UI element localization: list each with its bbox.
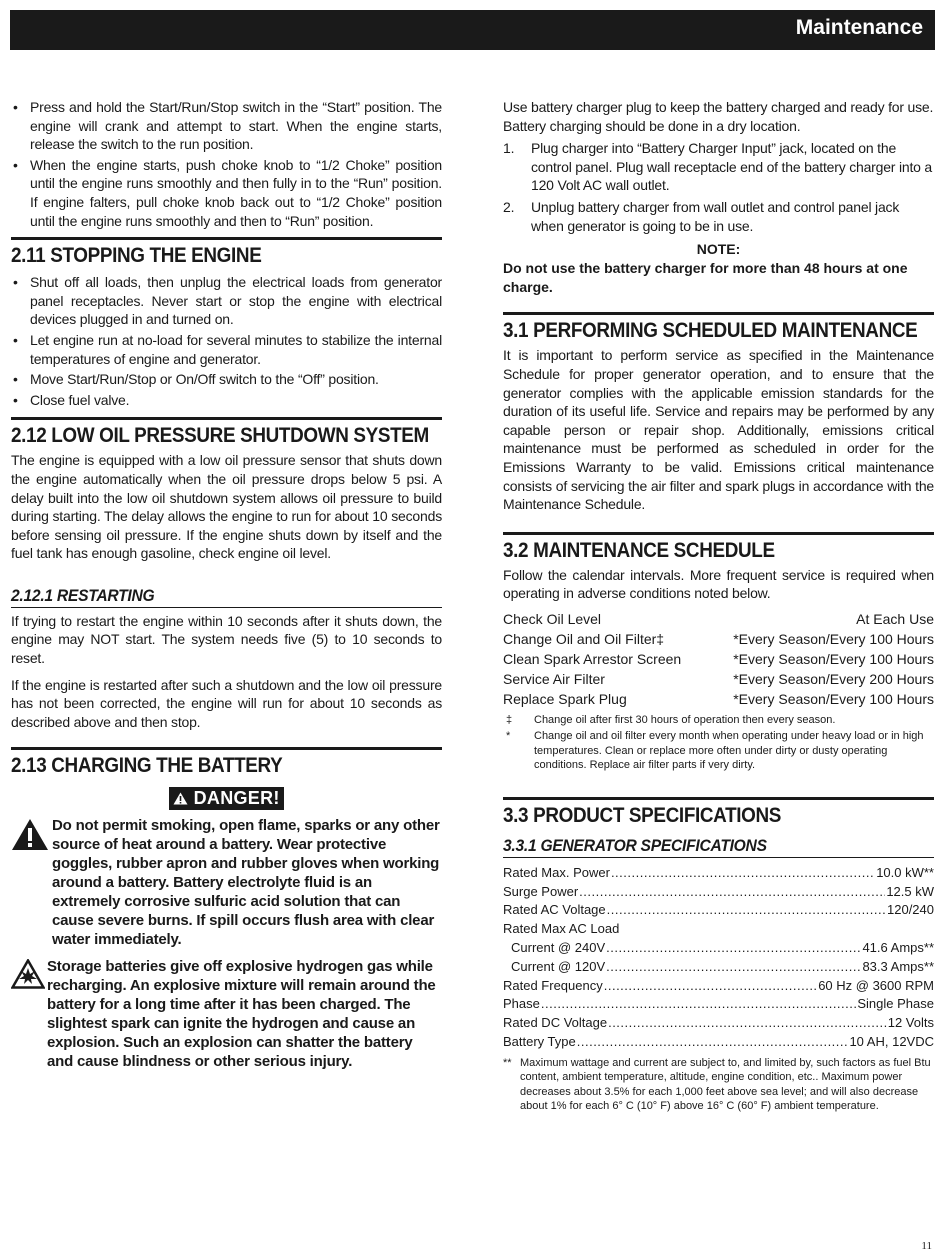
section-2-12	[11, 417, 442, 563]
spec-row	[503, 995, 934, 1014]
interval-cell: *Every Season/Every 100 Hours	[733, 650, 934, 667]
table-row	[503, 649, 934, 669]
section-heading: 3.1 PERFORMING SCHEDULED MAINTENANCE	[503, 319, 918, 343]
header-bar	[10, 10, 935, 50]
danger-badge	[169, 787, 283, 810]
spec-label: Rated Frequency	[503, 977, 603, 993]
interval-cell: *Every Season/Every 100 Hours	[733, 690, 934, 707]
spec-row	[503, 1014, 934, 1033]
table-row	[503, 669, 934, 689]
step-number: 1.	[503, 140, 515, 157]
danger-label-wrap	[11, 787, 442, 810]
spec-row	[503, 883, 934, 902]
section-3-1	[503, 312, 934, 513]
list-item	[503, 198, 934, 235]
section-heading: 2.11 STOPPING THE ENGINE	[11, 244, 262, 268]
subsection-3-3-1	[503, 835, 934, 858]
spec-label: Phase	[503, 996, 540, 1012]
leader-dots	[606, 939, 861, 958]
page-number: 11	[921, 1240, 932, 1252]
spec-label: Current @ 240V	[511, 940, 606, 956]
leader-dots	[604, 977, 817, 996]
footnote-text: Maximum wattage and current are subject to, and limited by, such factors as fuel Btu content, ambient temperature, altitude, engine condition, etc.. Maximum power decreases about 3.5% for each 1,000 feet above sea level; and will also decrease about 1% for each 6° C (10° F) above 16° C (60° F) ambient temperature.	[520, 1056, 931, 1113]
spec-row	[503, 920, 934, 939]
step-text: Unplug battery charger from wall outlet and control panel jack when generator is going to be in use.	[531, 198, 900, 234]
section-heading: 2.12 LOW OIL PRESSURE SHUTDOWN SYSTEM	[11, 424, 429, 448]
interval-cell: At Each Use	[856, 610, 934, 627]
spec-value: 10 AH, 12VDC	[849, 1034, 934, 1050]
table-row	[503, 629, 934, 649]
task-cell: Change Oil and Oil Filter‡	[503, 630, 665, 647]
spec-row	[503, 977, 934, 996]
footnote	[503, 729, 934, 773]
spec-label: Current @ 120V	[511, 958, 606, 974]
task-cell: Replace Spark Plug	[503, 690, 627, 707]
paragraph: If the engine is restarted after such a shutdown and the low oil pressure has not been corrected, the engine will run for about 10 seconds as described above and then stop.	[11, 676, 442, 730]
spec-value: 120/240	[887, 902, 934, 918]
right-column	[503, 98, 934, 1114]
step-number: 2.	[503, 198, 515, 215]
warning-block-heat	[11, 816, 442, 949]
spec-label: Rated Max. Power	[503, 864, 610, 880]
schedule-footnotes	[503, 713, 934, 773]
danger-label: DANGER!	[193, 788, 280, 809]
spec-label: Rated Max AC Load	[503, 921, 620, 937]
paragraph: Use battery charger plug to keep the battery charged and ready for use. Battery charging should be done in a dry location.	[503, 99, 934, 134]
list-item: • Close fuel valve.	[11, 391, 442, 410]
task-cell: Service Air Filter	[503, 670, 605, 687]
schedule-table	[503, 609, 934, 709]
spec-value: 12.5 kW	[886, 883, 934, 899]
spec-list	[503, 864, 934, 1052]
spec-row	[503, 864, 934, 883]
paragraph: If trying to restart the engine within 10 seconds after it shuts down, the engine may NOT start. The system needs five (5) to 10 seconds to reset.	[11, 612, 442, 667]
list-item: • When the engine starts, push choke knob to “1/2 Choke” position until the engine runs smoothly and then fully in to the “Run” position. If engine falters, pull choke knob back out to “1/2 Choke” position until the engine runs smoothly and then to “Run” position.	[11, 156, 442, 230]
footnote-text: Change oil and oil filter every month when operating under heavy load or in high temperatures. Clean or replace more often under dirty or dusty operating conditions. Replace air filter parts if very dirty.	[534, 730, 924, 772]
spec-label: Surge Power	[503, 883, 579, 899]
warning-block-explosion	[11, 957, 442, 1071]
spec-value: 41.6 Amps**	[862, 940, 934, 956]
spec-label: Rated AC Voltage	[503, 902, 606, 918]
footnote	[503, 713, 934, 728]
start-bullets	[11, 98, 442, 230]
charger-steps	[503, 139, 934, 235]
warning-text: Do not permit smoking, open flame, sparks or any other source of heat around a battery. Wear protective goggles, rubber apron and rubber gloves when working around a battery. Battery electrolyte fluid is an extremely corrosive sulfuric acid solution that can cause severe burns. If spill occurs flush area with clear water immediately.	[52, 817, 440, 949]
section-3-2	[503, 532, 934, 773]
stopping-bullets	[11, 273, 442, 409]
subsection-2-12-1	[11, 585, 442, 608]
spec-label: Rated DC Voltage	[503, 1015, 608, 1031]
spec-label: Battery Type	[503, 1034, 576, 1050]
spec-value: 83.3 Amps**	[862, 958, 934, 974]
leader-dots	[579, 883, 885, 902]
paragraph: It is important to perform service as specified in the Maintenance Schedule for proper generator operation, and to ensure that the generator complies with the applicable emission standards for the duration of its useful life. Service and repairs may be performed by any capable person or repair shop. Additionally, emissions critical maintenance must be performed as scheduled in order for the Emissions Warranty to be valid. Emissions critical maintenance consists of servicing the air filter and spark plugs in accordance with the Maintenance Schedule.	[503, 347, 934, 513]
leader-dots	[541, 995, 857, 1014]
list-item: • Press and hold the Start/Run/Stop switch in the “Start” position. The engine will crank and attempt to start. When the engine starts, release the switch to the run position.	[11, 98, 442, 154]
leader-dots	[607, 901, 886, 920]
spec-row	[503, 939, 934, 958]
spec-row	[503, 958, 934, 977]
spec-value: 60 Hz @ 3600 RPM	[818, 977, 934, 993]
section-3-3	[503, 797, 934, 829]
note-heading: NOTE:	[696, 241, 741, 258]
spec-row	[503, 901, 934, 920]
warning-text: Storage batteries give off explosive hydrogen gas while recharging. An explosive mixture will remain around the battery for a long time after it has been charged. The slightest spark can ignite the hydrogen and cause an explosion. Such an explosion can shatter the battery and cause blindness or other serious injury.	[47, 958, 436, 1071]
warning-triangle-icon	[173, 792, 188, 805]
note-text: Do not use the battery charger for more than 48 hours at one charge.	[503, 260, 908, 295]
section-heading: 2.13 CHARGING THE BATTERY	[11, 754, 283, 778]
footnote-mark: **	[503, 1056, 512, 1069]
subsection-heading: 2.12.1 RESTARTING	[11, 585, 155, 605]
leader-dots	[611, 864, 875, 883]
footnote-text: Change oil after first 30 hours of operation then every season.	[534, 713, 836, 726]
list-item: • Shut off all loads, then unplug the electrical loads from generator panel receptacles. Never start or stop the engine with electrical devices plugged in and turned on.	[11, 273, 442, 329]
leader-dots	[608, 1014, 887, 1033]
left-column	[11, 98, 442, 1071]
list-item: • Move Start/Run/Stop or On/Off switch to the “Off” position.	[11, 370, 442, 389]
spec-value: Single Phase	[857, 996, 934, 1012]
task-cell: Check Oil Level	[503, 610, 602, 627]
leader-dots	[606, 958, 861, 977]
explosion-hazard-icon	[11, 959, 45, 989]
spec-value: 12 Volts	[887, 1015, 934, 1031]
section-heading: 3.3 PRODUCT SPECIFICATIONS	[503, 803, 782, 827]
task-cell: Clean Spark Arrestor Screen	[503, 650, 682, 667]
list-item: • Let engine run at no-load for several minutes to stabilize the internal temperatures of engine and generator.	[11, 331, 442, 368]
paragraph: The engine is equipped with a low oil pressure sensor that shuts down the engine automatically when the oil pressure drops below 5 psi. A delay built into the low oil shutdown system allows oil pressure to build during starting. The delay allows the engine to run for about 10 seconds before sensing oil pressure. If the engine shuts down by itself and the fuel tank has enough gasoline, check engine oil level.	[11, 452, 442, 562]
paragraph: Follow the calendar intervals. More frequent service is required when operating in adverse conditions noted below.	[503, 566, 934, 602]
spec-row	[503, 1033, 934, 1052]
interval-cell: *Every Season/Every 100 Hours	[733, 630, 934, 647]
leader-dots	[577, 1033, 849, 1052]
section-2-11	[11, 237, 442, 409]
spec-value: 10.0 kW**	[876, 864, 934, 880]
footnote-mark: *	[506, 730, 511, 743]
footnote-mark: ‡	[506, 713, 513, 726]
warning-triangle-icon	[11, 818, 49, 851]
spec-footnote	[503, 1056, 934, 1114]
section-heading: 3.2 MAINTENANCE SCHEDULE	[503, 538, 775, 562]
interval-cell: *Every Season/Every 200 Hours	[733, 670, 934, 687]
table-row	[503, 689, 934, 709]
table-row	[503, 609, 934, 629]
list-item	[503, 139, 934, 195]
subsection-heading: 3.3.1 GENERATOR SPECIFICATIONS	[503, 835, 767, 855]
step-text: Plug charger into “Battery Charger Input” jack, located on the control panel. Plug wall receptacle end of the battery charger into a 120 Volt AC wall outlet.	[531, 140, 933, 194]
page-title: Maintenance	[795, 16, 923, 39]
section-2-13	[11, 747, 442, 1071]
